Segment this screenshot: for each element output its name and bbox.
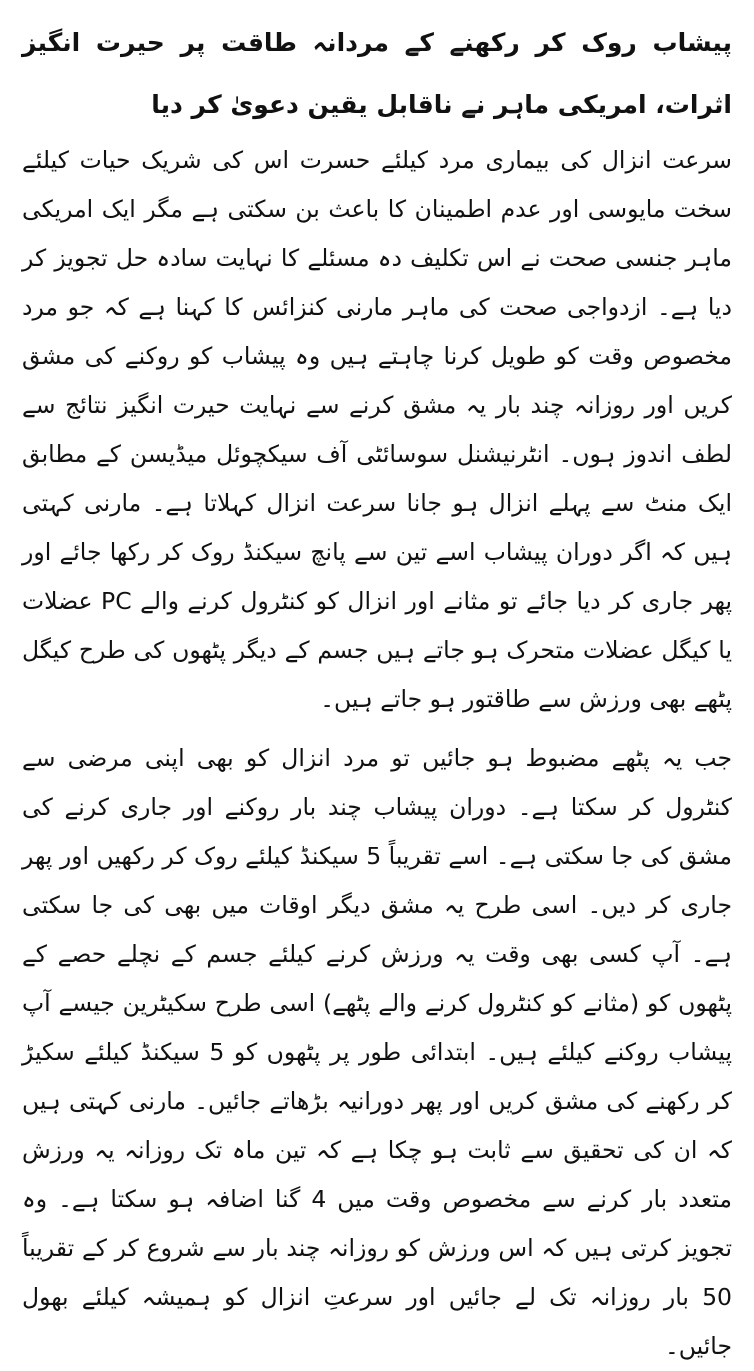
article-paragraph-1: سرعت انزال کی بیماری مرد کیلئے حسرت اس کی شریک حیات کیلئے سخت مایوسی اور عدم اطمینان کا باعث بن سکتی ہے مگر ایک امریکی ماہر جنسی صحت نے اس تکلیف دہ مسئلے کا نہایت سادہ حل تجویز کر دیا ہے۔ ازدواجی صحت کی ماہر مارنی کنزائس کا کہنا ہے کہ جو مرد مخصوص وقت کو طویل کرنا چاہتے ہیں وہ پیشاب کو روکنے کی مشق کریں اور روزانہ چند بار یہ مشق کرنے سے نہایت حیرت انگیز نتائج سے لطف اندوز ہوں۔ انٹرنیشنل سوسائٹی آف سیکچوئل میڈیسن کے مطابق ایک منٹ سے پہلے انزال ہو جانا سرعت انزال کہلاتا ہے۔ مارنی کہتی ہیں کہ اگر دوران پیشاب اسے تین سے پانچ سیکنڈ روک کر رکھا جائے اور پھر جاری کر دیا جائے تو مثانے اور انزال کو کنٹرول کرنے والے PC عضلات یا کیگل عضلات متحرک ہو جاتے ہیں جسم کے دیگر پٹھوں کی طرح کیگل پٹھے بھی ورزش سے طاقتور ہو جاتے ہیں۔ <box>22 146 732 713</box>
article-headline: پیشاب روک کر رکھنے کے مردانہ طاقت پر حیرت انگیز اثرات، امریکی ماہر نے ناقابل یقین دعویٰ کر دیا <box>22 28 732 119</box>
article-paragraph-2: جب یہ پٹھے مضبوط ہو جائیں تو مرد انزال کو بھی اپنی مرضی سے کنٹرول کر سکتا ہے۔ دوران پیشاب چند بار روکنے اور جاری کرنے کی مشق کی جا سکتی ہے۔ اسے تقریباً 5 سیکنڈ کیلئے روک کر رکھیں اور پھر جاری کر دیں۔ اسی طرح یہ مشق دیگر اوقات میں بھی کی جا سکتی ہے۔ آپ کسی بھی وقت یہ ورزش کرنے کیلئے جسم کے نچلے حصے کے پٹھوں کو (مثانے کو کنٹرول کرنے والے پٹھے) اسی طرح سکیٹرین جیسے آپ پیشاب روکنے کیلئے ہیں۔ ابتدائی طور پر پٹھوں کو 5 سیکنڈ کیلئے سکیڑ کر رکھنے کی مشق کریں اور پھر دورانیہ بڑھاتے جائیں۔ مارنی کہتی ہیں کہ ان کی تحقیق سے ثابت ہو چکا ہے کہ تین ماہ تک روزانہ یہ ورزش متعدد بار کرنے سے مخصوص وقت میں 4 گنا اضافہ ہو سکتا ہے۔ وہ تجویز کرتی ہیں کہ اس ورزش کو روزانہ چند بار سے شروع کر کے تقریباً 50 بار روزانہ تک لے جائیں اور سرعتِ انزال کو ہمیشہ کیلئے بھول جائیں۔ <box>22 744 732 1360</box>
